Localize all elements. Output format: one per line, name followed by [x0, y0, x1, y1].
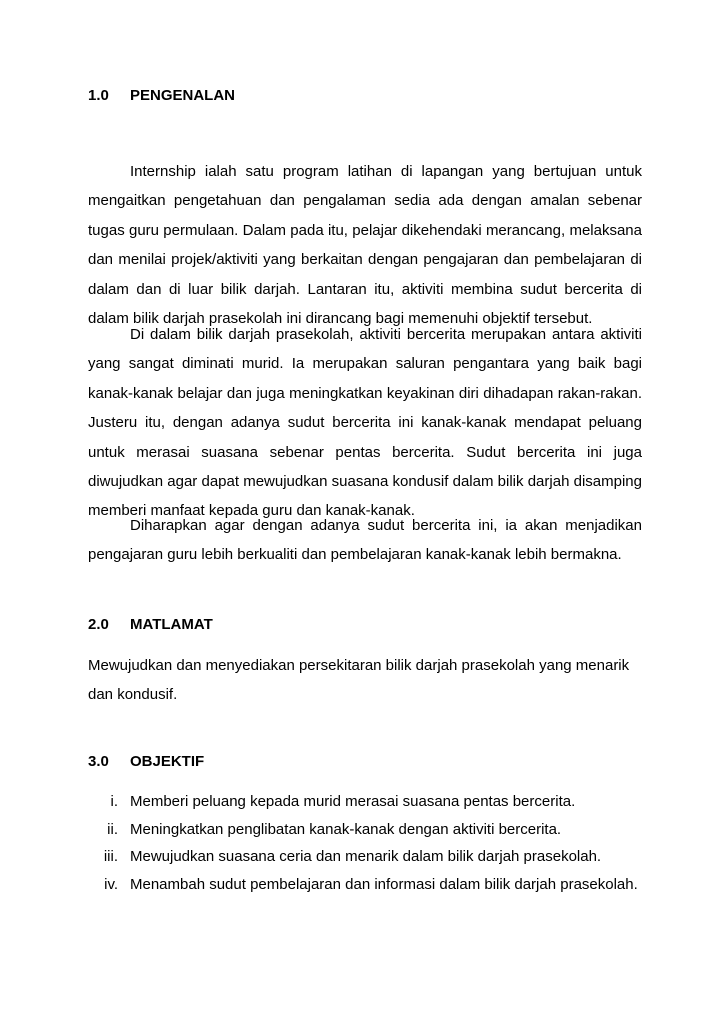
section-title: MATLAMAT [130, 616, 213, 633]
list-item [88, 843, 648, 871]
section-number: 1.0 [88, 87, 109, 104]
list-item-text: Meningkatkan penglibatan kanak-kanak dengan aktiviti bercerita. [130, 820, 562, 838]
list-marker: i. [110, 793, 118, 810]
list-item-text: Memberi peluang kepada murid merasai suasana pentas bercerita. [130, 793, 576, 810]
paragraph: Diharapkan agar dengan adanya sudut bercerita ini, ia akan menjadikan pengajaran guru lebih berkualiti dan pembelajaran kanak-kanak lebih bermakna. [88, 517, 642, 564]
list-item [88, 816, 648, 844]
paragraph: Di dalam bilik darjah prasekolah, aktiviti bercerita merupakan antara aktiviti yang sangat diminati murid. Ia merupakan saluran pengantara yang baik bagi kanak-kanak belajar dan juga meningkatkan keyakinan diri dihadapan rakan-rakan. Justeru itu, dengan adanya sudut bercerita ini kanak-kanak mendapat peluang untuk merasai suasana sebenar pentas bercerita. Sudut bercerita ini juga diwujudkan agar dapat mewujudkan suasana kondusif dalam bilik darjah disamping memberi manfaat kepada guru dan kanak-kanak. [88, 326, 642, 520]
paragraph: Internship ialah satu program latihan di lapangan yang bertujuan untuk mengaitkan pengetahuan dan pengalaman sedia ada dengan amalan sebenar tugas guru permulaan. Dalam pada itu, pelajar dikehendaki merancang, melaksana dan menilai projek/aktiviti yang berkaitan dengan pengajaran dan pembelajaran di dalam dan di luar bilik darjah. Lantaran itu, aktiviti membina sudut bercerita di dalam bilik darjah prasekolah ini dirancang bagi memenuhi objektif tersebut. [88, 163, 642, 328]
list-item [88, 871, 648, 899]
section-heading-objektif [88, 752, 204, 772]
list-marker: iv. [104, 875, 118, 893]
section-title: PENGENALAN [130, 87, 236, 104]
paragraph: Mewujudkan dan menyediakan persekitaran bilik darjah prasekolah yang menarik dan kondusif. [88, 657, 630, 703]
list-marker: ii. [107, 820, 118, 838]
section-number: 3.0 [88, 753, 109, 770]
section-heading-pengenalan [88, 86, 235, 106]
section-heading-matlamat [88, 615, 213, 635]
list-item-text: Menambah sudut pembelajaran dan informasi dalam bilik darjah prasekolah. [130, 875, 638, 893]
section-title: OBJEKTIF [130, 753, 205, 770]
section-number: 2.0 [88, 616, 109, 633]
list-item [88, 788, 648, 816]
list-item-text: Mewujudkan suasana ceria dan menarik dalam bilik darjah prasekolah. [130, 848, 602, 865]
list-marker: iii. [103, 848, 118, 865]
objective-list [88, 788, 648, 898]
